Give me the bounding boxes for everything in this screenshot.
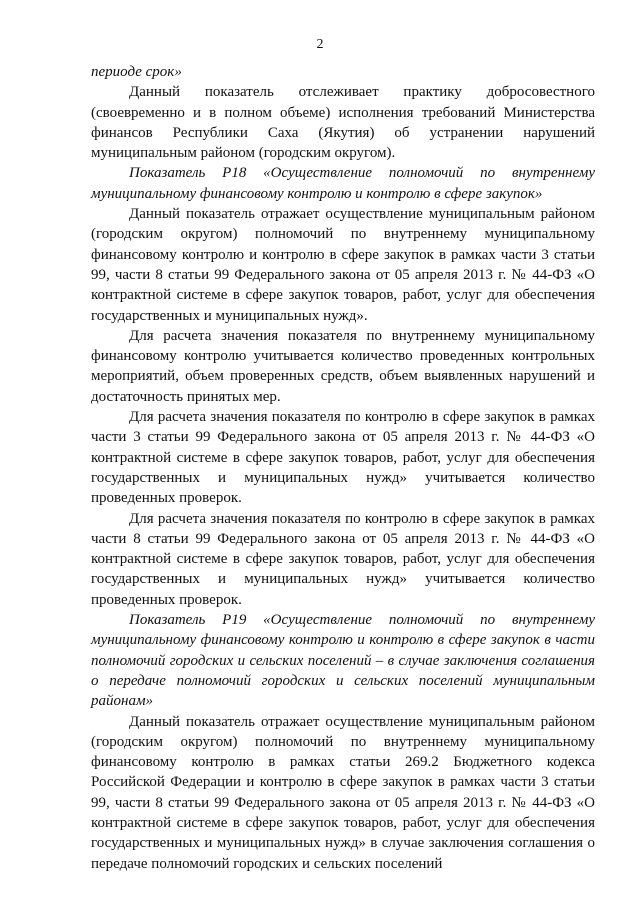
paragraph: Для расчета значения показателя по контролю в сфере закупок в рамках части 8 статьи 99 Федерального закона от 05 апреля 2013 г. № 44-ФЗ «О контрактной системе в сфере закупок товаров, работ, услуг для обеспечения государственных и муниципальных нужд» учитывается количество проведенных проверок.: [91, 510, 595, 608]
indicator-heading-r18: Показатель Р18 «Осуществление полномочий по внутреннему муниципальному финансовому контролю и контролю в сфере закупок»: [91, 165, 595, 202]
paragraph: Для расчета значения показателя по контролю в сфере закупок в рамках части 3 статьи 99 Федерального закона от 05 апреля 2013 г. № 44-ФЗ «О контрактной системе в сфере закупок товаров, работ, услуг для обеспечения государственных и муниципальных нужд» учитывается количество проведенных проверок.: [91, 409, 595, 507]
document-body: [91, 62, 595, 874]
indicator-heading-r19: Показатель Р19 «Осуществление полномочий по внутреннему муниципальному финансовому контролю и контролю в сфере закупок в части полномочий городских и сельских поселений – в случае заключения соглашения о передаче полномочий городских и сельских поселений муниципальным районам»: [91, 612, 595, 710]
paragraph: Данный показатель отражает осуществление муниципальным районом (городским округом) полномочий по внутреннему муниципальному финансовому контролю и контролю в сфере закупок в рамках части 3 статьи 99, части 8 статьи 99 Федерального закона от 05 апреля 2013 г. № 44-ФЗ «О контрактной системе в сфере закупок товаров, работ, услуг для обеспечения государственных и муниципальных нужд».: [91, 206, 595, 324]
paragraph: Для расчета значения показателя по внутреннему муниципальному финансовому контролю учитывается количество проведенных контрольных мероприятий, объем проверенных средств, объем выявленных нарушений и достаточность принятых мер.: [91, 327, 595, 405]
page-number: 2: [316, 37, 324, 52]
paragraph: Данный показатель отслеживает практику добросовестного (своевременно и в полном объеме) исполнения требований Министерства финансов Республики Саха (Якутия) об устранении нарушений муниципальным районом (городским округом).: [91, 84, 595, 162]
paragraph: Данный показатель отражает осуществление муниципальным районом (городским округом) полномочий по внутреннему муниципальному финансовому контролю в рамках статьи 269.2 Бюджетного кодекса Российской Федерации и контролю в сфере закупок в рамках части 3 статьи 99, части 8 статьи 99 Федерального закона от 05 апреля 2013 г. № 44-ФЗ «О контрактной системе в сфере закупок товаров, работ, услуг для обеспечения государственных и муниципальных нужд» в случае заключения соглашения о передаче полномочий городских и сельских поселений: [91, 713, 595, 872]
paragraph-continuation: периоде срок»: [91, 64, 182, 80]
